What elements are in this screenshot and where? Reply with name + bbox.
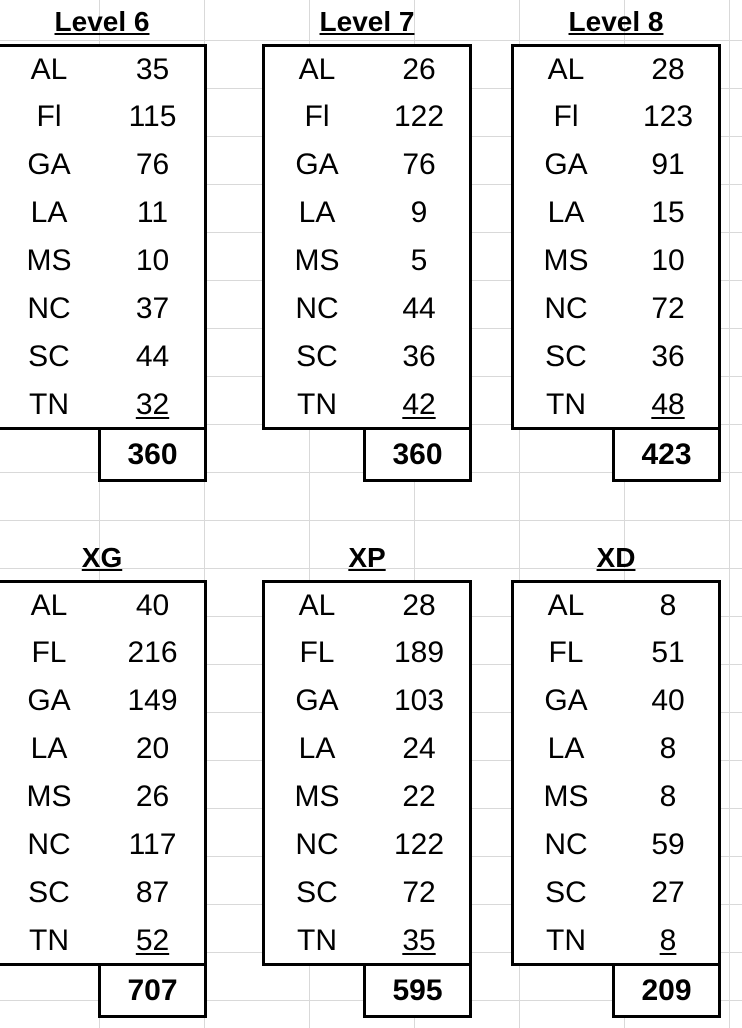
value-cell[interactable] [618,684,718,718]
value-text: 22 [402,780,436,813]
state-cell[interactable]: MS [26,780,72,813]
value-cell[interactable] [101,589,204,623]
value-text: 91 [651,148,685,181]
value-cell[interactable] [618,732,718,766]
value-cell[interactable] [618,53,718,87]
table-body [262,44,472,430]
value-cell[interactable] [369,53,469,87]
value-cell[interactable] [101,636,204,670]
value-text: 72 [651,292,685,325]
table-row [0,189,204,237]
table-row [514,629,718,677]
table-body [0,44,207,430]
value-text: 72 [402,876,436,909]
value-text: 103 [393,684,445,717]
state-cell[interactable]: GA [544,148,588,181]
value-cell[interactable] [101,100,204,134]
table-row [265,629,469,677]
state-cell[interactable]: LA [30,732,68,765]
value-cell[interactable] [618,148,718,182]
value-text: 52 [135,924,170,957]
value-cell[interactable] [618,636,718,670]
value-text: 149 [127,684,178,717]
table-body [0,580,207,966]
table-row [514,93,718,141]
value-text: 26 [402,53,436,86]
value-text: 11 [136,196,169,229]
table-row [265,333,469,381]
value-text: 32 [135,388,170,421]
total-cell[interactable]: 595 [363,966,472,1018]
value-text: 15 [651,196,685,229]
table-row [514,869,718,917]
value-cell[interactable] [618,340,718,374]
value-text: 36 [651,340,685,373]
value-text: 10 [135,244,170,277]
state-cell[interactable]: FL [31,636,67,669]
value-cell[interactable] [618,388,718,422]
table-title[interactable]: Level 6 [54,6,150,37]
table-row [265,917,469,965]
total-cell[interactable]: 209 [612,966,721,1018]
state-cell[interactable]: NC [295,828,339,861]
value-cell[interactable] [369,684,469,718]
value-cell[interactable] [101,388,204,422]
table-row [0,821,204,869]
state-cell[interactable]: TN [297,388,337,421]
state-cell[interactable]: GA [27,684,71,717]
state-cell[interactable]: AL [298,589,336,622]
value-text: 216 [127,636,178,669]
value-cell[interactable] [369,292,469,326]
value-text: 87 [135,876,170,909]
value-text: 44 [402,292,436,325]
table-row [514,583,718,629]
table-row [0,629,204,677]
value-text: 48 [651,388,685,421]
table-row [514,47,718,93]
value-text: 35 [402,924,436,957]
table-row [265,93,469,141]
table-row [0,725,204,773]
value-cell[interactable] [369,388,469,422]
table-row [0,869,204,917]
table-row [514,677,718,725]
value-cell[interactable] [618,292,718,326]
state-cell[interactable]: GA [295,148,339,181]
state-cell[interactable]: NC [27,292,71,325]
value-text: 26 [135,780,170,813]
value-cell[interactable] [618,589,718,623]
value-text: 10 [651,244,685,277]
value-cell[interactable] [369,780,469,814]
value-cell[interactable] [101,924,204,958]
state-cell[interactable]: MS [543,244,589,277]
state-cell[interactable]: NC [295,292,339,325]
table-pxg [0,536,207,1007]
total-cell[interactable]: 423 [612,430,721,482]
value-cell[interactable] [369,828,469,862]
state-cell[interactable]: TN [546,924,586,957]
value-cell[interactable] [369,244,469,278]
value-text: 76 [135,148,170,181]
table-p8 [511,0,721,471]
value-cell[interactable] [101,244,204,278]
value-cell[interactable] [101,876,204,910]
table-row [514,821,718,869]
value-cell[interactable] [369,196,469,230]
value-cell[interactable] [618,780,718,814]
state-cell[interactable]: AL [547,589,585,622]
value-cell[interactable] [618,244,718,278]
value-text: 28 [402,589,436,622]
value-text: 189 [393,636,445,669]
state-cell[interactable]: GA [295,684,339,717]
table-title[interactable]: Level 8 [568,6,664,37]
state-cell[interactable]: GA [27,148,71,181]
table-body [511,44,721,430]
state-cell[interactable]: LA [298,732,336,765]
value-text: 123 [642,100,694,133]
value-text: 8 [659,924,677,957]
state-cell[interactable]: MS [294,244,340,277]
table-row [265,583,469,629]
value-cell[interactable] [101,828,204,862]
table-body [511,580,721,966]
table-pxd [511,536,721,1007]
table-title[interactable]: Level 7 [319,6,415,37]
value-cell[interactable] [618,828,718,862]
table-row [0,583,204,629]
table-row [0,93,204,141]
value-cell[interactable] [101,196,204,230]
state-cell[interactable]: AL [298,53,336,86]
state-cell[interactable]: AL [547,53,585,86]
state-cell[interactable]: TN [546,388,586,421]
value-cell[interactable] [618,100,718,134]
table-row [514,725,718,773]
value-text: 8 [659,589,677,622]
table-row [514,333,718,381]
state-cell[interactable]: TN [297,924,337,957]
value-text: 59 [651,828,685,861]
table-row [514,189,718,237]
state-cell[interactable]: NC [544,828,588,861]
value-cell[interactable] [369,876,469,910]
state-cell[interactable]: TN [29,924,69,957]
value-text: 36 [402,340,436,373]
table-row [514,285,718,333]
value-text: 28 [651,53,685,86]
table-row [0,333,204,381]
state-cell[interactable]: MS [26,244,72,277]
state-cell[interactable]: MS [294,780,340,813]
total-cell[interactable]: 707 [98,966,207,1018]
table-row [0,47,204,93]
value-text: 40 [651,684,685,717]
value-text: 8 [659,780,677,813]
value-cell[interactable] [101,292,204,326]
value-text: 51 [651,636,685,669]
value-text: 42 [402,388,436,421]
table-row [514,141,718,189]
table-title[interactable]: XP [348,542,386,573]
state-cell[interactable]: LA [30,196,68,229]
state-cell[interactable]: NC [544,292,588,325]
value-text: 44 [135,340,170,373]
table-row [265,773,469,821]
table-p7 [262,0,472,471]
value-cell[interactable] [101,340,204,374]
value-text: 122 [393,828,445,861]
value-text: 122 [393,100,445,133]
table-row [265,725,469,773]
state-cell[interactable]: SC [296,340,338,373]
table-row [265,141,469,189]
table-row [514,381,718,429]
value-text: 8 [659,732,677,765]
value-text: 5 [410,244,428,277]
value-cell[interactable] [369,100,469,134]
value-text: 37 [135,292,170,325]
table-title[interactable]: XG [81,542,123,573]
table-row [0,773,204,821]
state-cell[interactable]: SC [296,876,338,909]
table-p6 [0,0,207,471]
state-cell[interactable]: LA [547,196,585,229]
table-body [262,580,472,966]
state-cell[interactable]: FL [548,636,584,669]
value-text: 117 [128,828,177,861]
value-cell[interactable] [101,684,204,718]
table-row [514,773,718,821]
value-cell[interactable] [369,924,469,958]
state-cell[interactable]: AL [30,589,68,622]
table-row [0,141,204,189]
state-cell[interactable]: MS [543,780,589,813]
value-text: 24 [402,732,436,765]
value-cell[interactable] [369,148,469,182]
total-cell[interactable]: 360 [363,430,472,482]
state-cell[interactable]: GA [544,684,588,717]
table-row [265,237,469,285]
value-text: 40 [135,589,170,622]
table-row [265,189,469,237]
table-row [0,677,204,725]
table-row [265,677,469,725]
value-text: 9 [410,196,428,229]
table-row [265,381,469,429]
state-cell[interactable]: FL [299,636,335,669]
table-row [265,821,469,869]
value-text: 115 [128,100,177,133]
value-text: 20 [135,732,170,765]
table-row [514,237,718,285]
table-row [0,381,204,429]
state-cell[interactable]: SC [545,340,587,373]
state-cell[interactable]: LA [547,732,585,765]
value-cell[interactable] [101,53,204,87]
table-pxp [262,536,472,1007]
value-cell[interactable] [618,196,718,230]
table-row [0,285,204,333]
state-cell[interactable]: Fl [36,100,62,133]
table-title[interactable]: XD [596,542,636,573]
value-cell[interactable] [618,924,718,958]
value-cell[interactable] [369,636,469,670]
state-cell[interactable]: TN [29,388,69,421]
table-row [514,917,718,965]
value-cell[interactable] [369,340,469,374]
state-cell[interactable]: SC [545,876,587,909]
state-cell[interactable]: NC [27,828,71,861]
value-text: 27 [651,876,685,909]
value-text: 35 [135,53,170,86]
value-cell[interactable] [369,589,469,623]
table-row [265,47,469,93]
value-cell[interactable] [101,780,204,814]
table-row [0,237,204,285]
table-row [0,917,204,965]
table-row [265,285,469,333]
value-cell[interactable] [369,732,469,766]
state-cell[interactable]: SC [28,876,70,909]
state-cell[interactable]: Fl [304,100,330,133]
total-cell[interactable]: 360 [98,430,207,482]
state-cell[interactable]: LA [298,196,336,229]
state-cell[interactable]: SC [28,340,70,373]
table-row [265,869,469,917]
state-cell[interactable]: Fl [553,100,579,133]
value-cell[interactable] [101,732,204,766]
value-text: 76 [402,148,436,181]
state-cell[interactable]: AL [30,53,68,86]
value-cell[interactable] [101,148,204,182]
value-cell[interactable] [618,876,718,910]
